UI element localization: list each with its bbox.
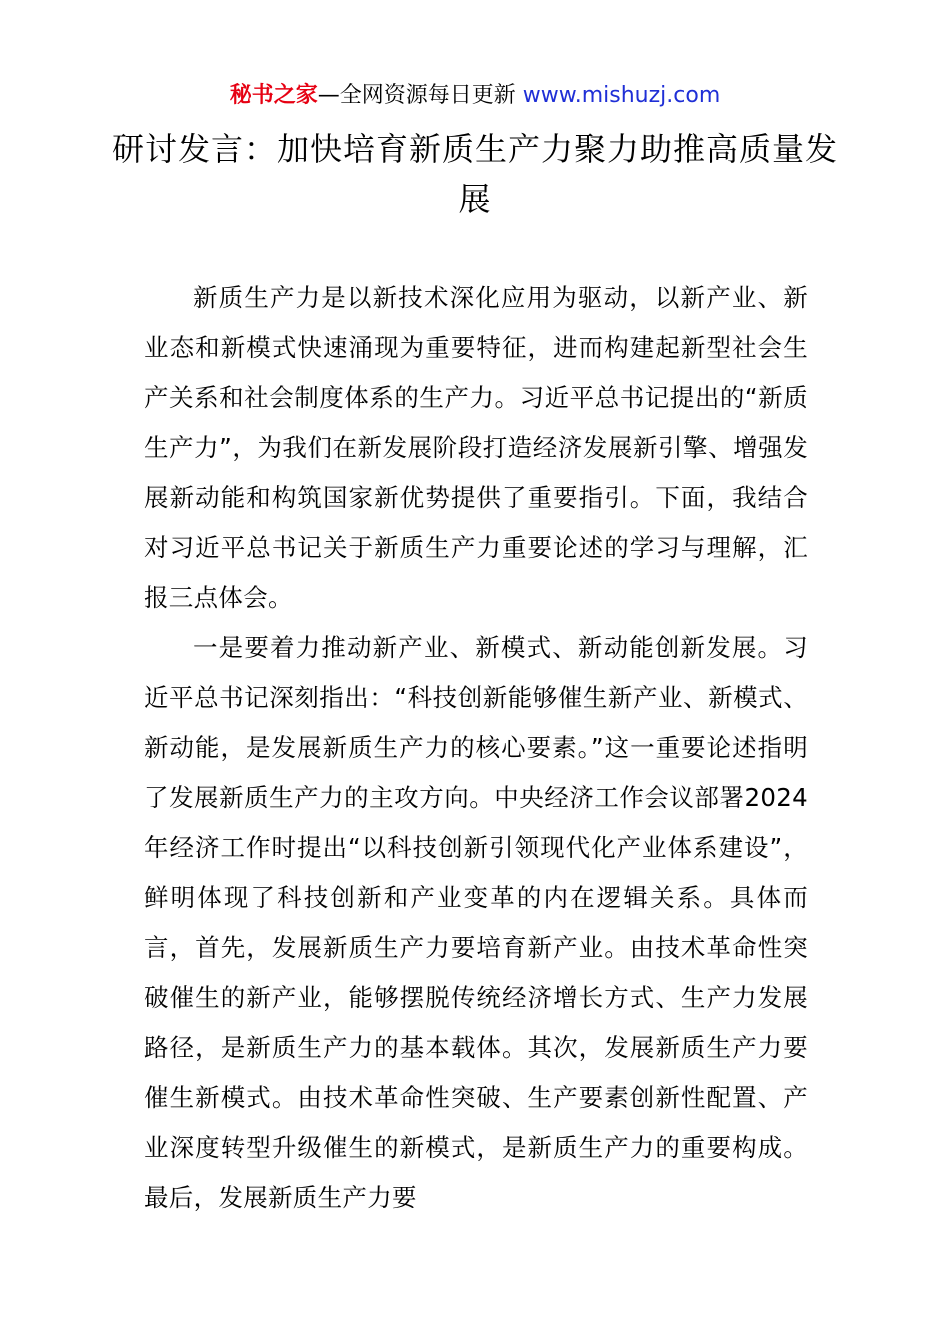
document-title: 研讨发言：加快培育新质生产力聚力助推高质量发展 (111, 130, 838, 218)
site-header (0, 80, 950, 112)
paragraph-intro: 新质生产力是以新技术深化应用为驱动，以新产业、新业态和新模式快速涌现为重要特征，进而构建起新型社会生产关系和社会制度体系的生产力。习近平总书记提出的“新质生产力”，为我们在新发展阶段打造经济发展新引擎、增强发展新动能和构筑国家新优势提供了重要指引。下面，我结合对习近平总书记关于新质生产力重要论述的学习与理解，汇报三点体会。 (144, 283, 808, 612)
paragraph-point-one: 一是要着力推动新产业、新模式、新动能创新发展。习近平总书记深刻指出：“科技创新能够催生新产业、新模式、新动能，是发展新质生产力的核心要素。”这一重要论述指明了发展新质生产力的主攻方向。中央经济工作会议部署2024年经济工作时提出“以科技创新引领现代化产业体系建设”，鲜明体现了科技创新和产业变革的内在逻辑关系。具体而言，首先，发展新质生产力要培育新产业。由技术革命性突破催生的新产业，能够摆脱传统经济增长方式、生产力发展路径，是新质生产力的基本载体。其次，发展新质生产力要催生新模式。由技术革命性突破、生产要素创新性配置、产业深度转型升级催生的新模式，是新质生产力的重要构成。最后，发展新质生产力要 (144, 633, 808, 1212)
header-tagline: —全网资源每日更新 (317, 83, 523, 108)
site-url-link[interactable]: www.mishuzj.com (522, 83, 721, 108)
document-body (144, 273, 808, 1223)
brand-name: 秘书之家 (229, 83, 318, 108)
